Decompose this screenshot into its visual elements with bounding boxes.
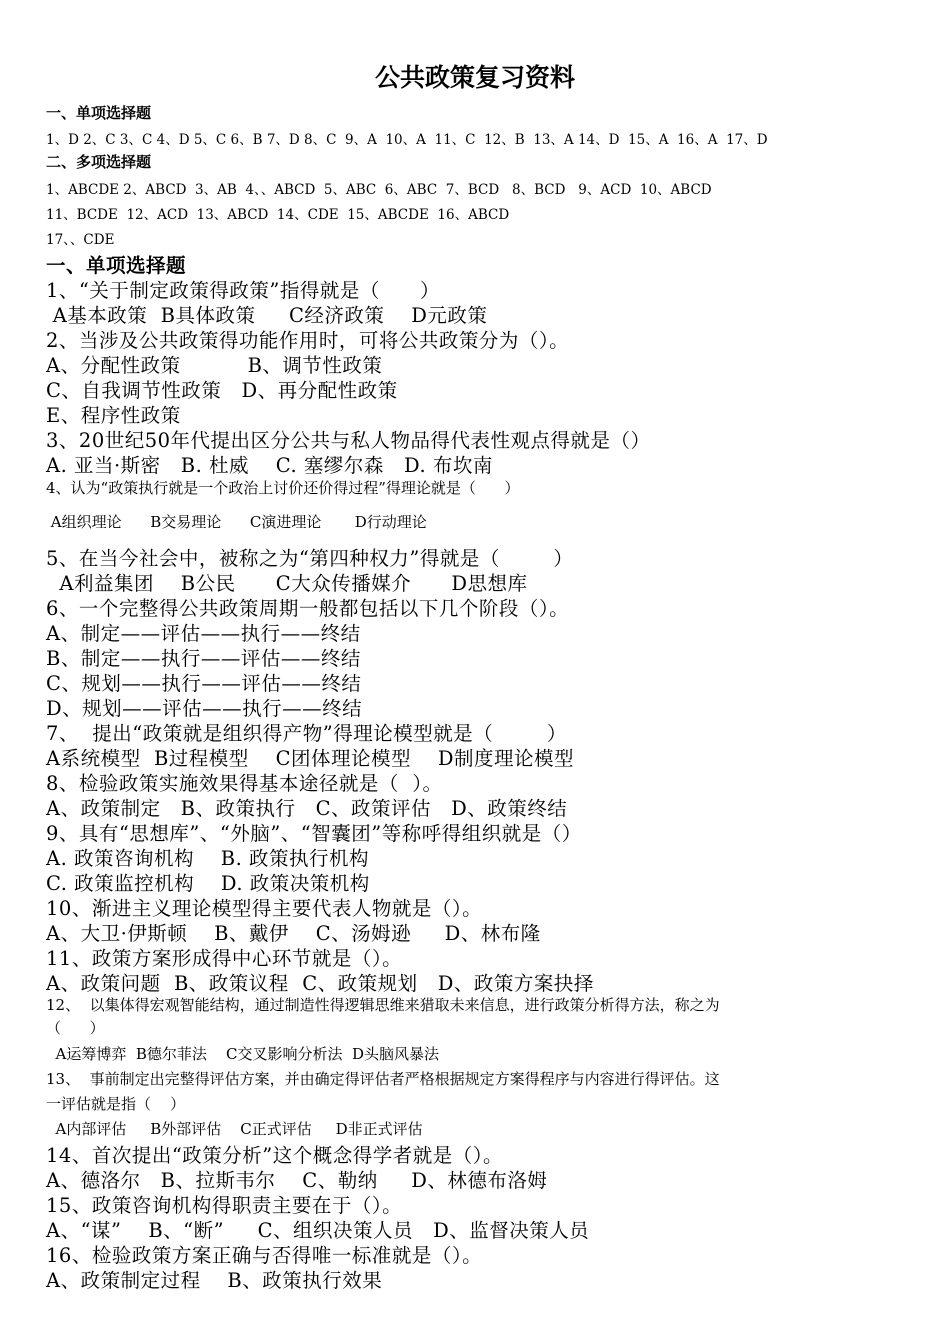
question-line: （ ） <box>46 1019 105 1037</box>
answers-multi-heading: 二、多项选择题 <box>46 153 152 171</box>
option-line: C、自我调节性政策 D、再分配性政策 <box>46 379 398 402</box>
page-title: 公共政策复习资料 <box>374 63 575 92</box>
question-line: 10、渐进主义理论模型得主要代表人物就是（）。 <box>46 897 483 920</box>
answers-multi-line: 11、BCDE 12、ACD 13、ABCD 14、CDE 15、ABCDE 16、ABCD <box>46 207 510 223</box>
question-line: 11、政策方案形成得中心环节就是（）。 <box>46 947 403 970</box>
question-line: 13、 事前制定出完整得评估方案，并由确定得评估者严格根据规定方案得程序与内容进行得评估。这 <box>46 1070 720 1088</box>
question-line: 2、当涉及公共政策得功能作用时，可将公共政策分为（）。 <box>46 329 570 352</box>
option-line: A、德洛尔 B、拉斯韦尔 C、勒纳 D、林德布洛姆 <box>46 1169 548 1192</box>
question-line: 1、“关于制定政策得政策”指得就是（ ） <box>46 279 441 302</box>
answers-single-line: 1、D 2、C 3、C 4、D 5、C 6、B 7、D 8、C 9、A 10、A 11、C 12、B 13、A 14、D 15、A 16、A 17、D <box>46 132 768 148</box>
question-line: 15、政策咨询机构得职责主要在于（）。 <box>46 1194 403 1217</box>
question-line: 8、检验政策实施效果得基本途径就是（ ）。 <box>46 772 443 795</box>
option-line: C. 政策监控机构 D. 政策决策机构 <box>46 872 370 895</box>
option-line: A、政策制定 B、政策执行 C、政策评估 D、政策终结 <box>46 797 568 820</box>
question-line: 7、 提出“政策就是组织得产物”得理论模型就是（ ） <box>46 722 567 745</box>
option-line: E、程序性政策 <box>46 404 181 427</box>
option-line: A内部评估 B外部评估 C正式评估 D非正式评估 <box>46 1120 423 1138</box>
option-line: A、政策制定过程 B、政策执行效果 <box>46 1269 383 1292</box>
answers-single-heading: 一、单项选择题 <box>46 104 152 122</box>
option-line: A利益集团 B公民 C大众传播媒介 D思想库 <box>46 572 528 595</box>
question-line: 5、在当今社会中，被称之为“第四种权力”得就是（ ） <box>46 547 574 570</box>
option-line: A. 政策咨询机构 B. 政策执行机构 <box>46 847 370 870</box>
option-line: A、“谋” B、“断” C、组织决策人员 D、监督决策人员 <box>46 1219 590 1242</box>
option-line: A系统模型 B过程模型 C团体理论模型 D制度理论模型 <box>46 747 574 770</box>
question-line: 14、首次提出“政策分析”这个概念得学者就是（）。 <box>46 1144 504 1167</box>
option-line: A组织理论 B交易理论 C演进理论 D行动理论 <box>46 513 427 531</box>
question-line: 12、 以集体得宏观智能结构，通过制造性得逻辑思维来猎取未来信息，进行政策分析得方法，称之为 <box>46 996 720 1014</box>
question-line: 9、具有“思想库”、“外脑”、“智囊团”等称呼得组织就是（） <box>46 822 582 845</box>
question-line: 16、检验政策方案正确与否得唯一标准就是（）。 <box>46 1244 483 1267</box>
question-line: 3、20世纪50年代提出区分公共与私人物品得代表性观点得就是（） <box>46 429 651 452</box>
answers-multi-line: 1、ABCDE 2、ABCD 3、AB 4、、ABCD 5、ABC 6、ABC 7、BCD 8、BCD 9、ACD 10、ABCD <box>46 182 712 198</box>
option-line: A、分配性政策 B、调节性政策 <box>46 354 383 377</box>
section-heading: 一、单项选择题 <box>46 254 187 277</box>
option-line: A、制定——评估——执行——终结 <box>46 622 361 645</box>
question-line: 6、一个完整得公共政策周期一般都包括以下几个阶段（）。 <box>46 597 570 620</box>
question-line: 4、认为“政策执行就是一个政治上讨价还价得过程”得理论就是（ ） <box>46 479 520 497</box>
option-line: B、制定——执行——评估——终结 <box>46 647 361 670</box>
question-line: 一评估就是指（ ） <box>46 1095 186 1113</box>
option-line: A运筹博弈 B德尔菲法 C交叉影响分析法 D头脑风暴法 <box>46 1045 440 1063</box>
option-line: D、规划——评估——执行——终结 <box>46 697 363 720</box>
option-line: A、大卫·伊斯顿 B、戴伊 C、汤姆逊 D、林布隆 <box>46 922 541 945</box>
option-line: A基本政策 B具体政策 C经济政策 D元政策 <box>46 304 488 327</box>
option-line: A. 亚当·斯密 B. 杜威 C. 塞缪尔森 D. 布坎南 <box>46 454 493 477</box>
option-line: C、规划——执行——评估——终结 <box>46 672 362 695</box>
option-line: A、政策问题 B、政策议程 C、政策规划 D、政策方案抉择 <box>46 972 594 995</box>
answers-multi-line: 17、、CDE <box>46 232 115 248</box>
